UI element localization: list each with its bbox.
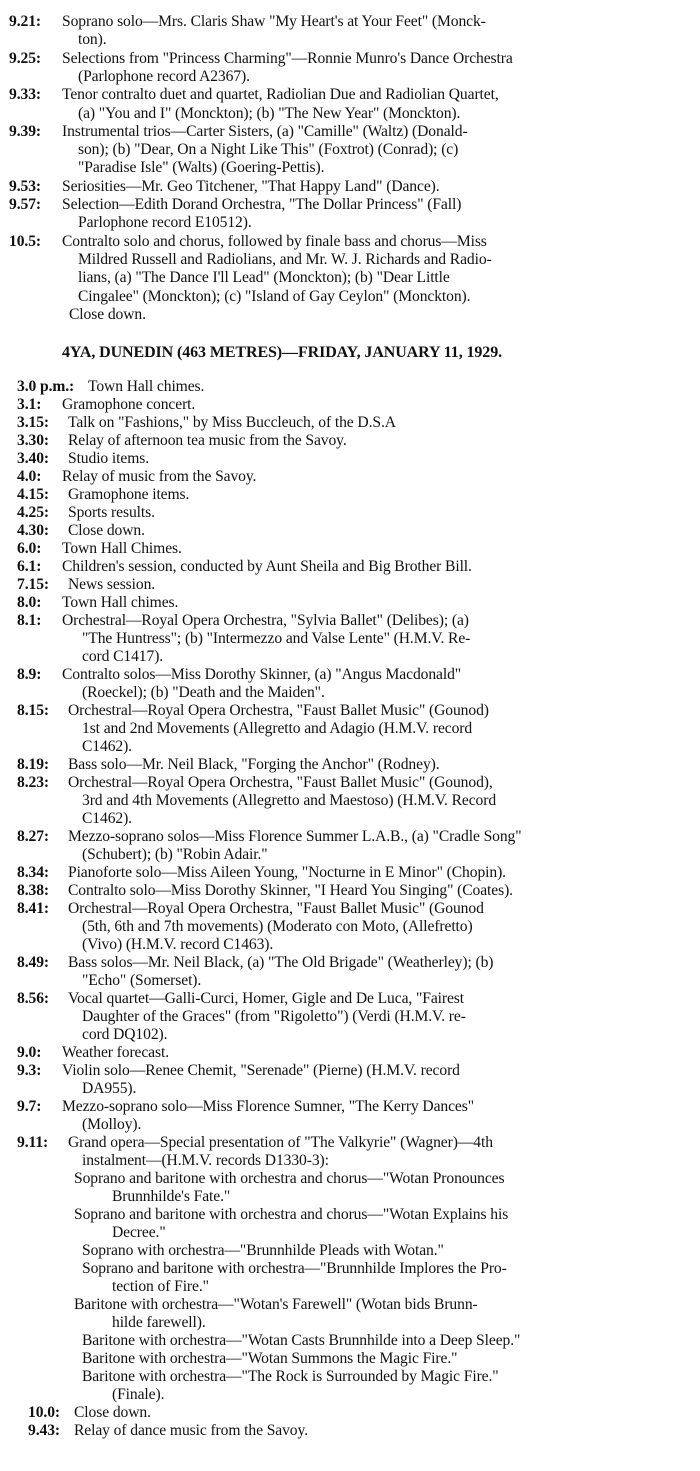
entry-time: 4.0: — [17, 468, 42, 485]
entry-text: Cingalee" (Monckton); (c) "Island of Gay Ceylon" (Monckton). — [78, 287, 471, 305]
entry-time: 9.33: — [9, 86, 41, 104]
entry-text: cord C1417). — [82, 648, 164, 665]
entry-text: Weather forecast. — [62, 1044, 169, 1061]
opera-item: Soprano and baritone with orchestra and chorus—"Wotan Explains his — [74, 1206, 509, 1223]
entry-text: cord DQ102). — [82, 1026, 168, 1043]
entry-text: Studio items. — [68, 450, 150, 467]
entry-time: 8.0: — [17, 594, 42, 611]
entry-text: Town Hall Chimes. — [62, 540, 182, 557]
entry-time: 9.7: — [17, 1098, 42, 1115]
entry-time: 8.38: — [17, 882, 49, 899]
entry-text: Children's session, conducted by Aunt Sheila and Big Brother Bill. — [62, 558, 472, 575]
entry-text: Soprano solo—Mrs. Claris Shaw "My Heart's at Your Feet" (Monck- — [62, 13, 486, 30]
entry-time: 9.43: — [28, 1422, 60, 1439]
entry-text: Town Hall chimes. — [62, 594, 179, 611]
entry-text: Mezzo-soprano solos—Miss Florence Summer L.A.B., (a) "Cradle Song" — [68, 828, 522, 845]
entry-time: 10.5: — [9, 232, 41, 250]
entry-text: Parlophone record E10512). — [78, 214, 252, 232]
entry-time: 9.53: — [9, 177, 41, 195]
entry-time: 8.41: — [17, 900, 49, 917]
entry-time: 8.15: — [17, 702, 49, 719]
entry-text: (a) "You and I" (Monckton); (b) "The New Year" (Monckton). — [78, 104, 461, 122]
entry-time: 7.15: — [17, 576, 49, 593]
entry-text: Contralto solos—Miss Dorothy Skinner, (a) "Angus Macdonald" — [62, 666, 462, 683]
entry-time: 9.11: — [17, 1134, 49, 1151]
entry-text: C1462). — [82, 738, 132, 755]
entry-text: (Roeckel); (b) "Death and the Maiden". — [82, 684, 325, 701]
entry-time: 4.30: — [17, 522, 49, 539]
entry-text: Sports results. — [68, 504, 155, 521]
entry-text: Mezzo-soprano solo—Miss Florence Sumner, "The Kerry Dances" — [62, 1098, 474, 1115]
opera-item: Soprano and baritone with orchestra—"Brunnhilde Implores the Pro- — [82, 1260, 507, 1277]
opera-item: (Finale). — [112, 1386, 165, 1403]
entry-time: 6.1: — [17, 558, 42, 575]
entry-time: 8.1: — [17, 612, 42, 629]
entry-text: Selections from "Princess Charming"—Ronnie Munro's Dance Orchestra — [62, 49, 513, 67]
entry-time: 8.19: — [17, 756, 49, 773]
entry-text: Tenor contralto duet and quartet, Radiolian Due and Radiolian Quartet, — [62, 86, 499, 104]
entry-text: Relay of afternoon tea music from the Savoy. — [68, 432, 347, 449]
entry-time: 3.15: — [17, 414, 49, 431]
entry-text: (Molloy). — [82, 1116, 142, 1133]
entry-text: (Schubert); (b) "Robin Adair." — [82, 846, 268, 863]
entry-text: Instrumental trios—Carter Sisters, (a) "Camille" (Waltz) (Donald- — [62, 122, 468, 140]
entry-text: Orchestral—Royal Opera Orchestra, "Faust Ballet Music" (Gounod — [68, 900, 484, 917]
entry-time: 9.57: — [9, 196, 41, 213]
entry-time: 8.23: — [17, 774, 49, 791]
entry-time: 9.21: — [9, 13, 41, 30]
entry-text: DA955). — [82, 1080, 137, 1097]
entry-text: Gramophone concert. — [62, 396, 196, 413]
entry-time: 3.40: — [17, 450, 49, 467]
entry-text: (Vivo) (H.M.V. record C1463). — [82, 936, 274, 953]
entry-text: News session. — [68, 576, 156, 593]
entry-text: Orchestral—Royal Opera Orchestra, "Faust Ballet Music" (Gounod) — [68, 702, 489, 719]
entry-text: ton). — [78, 31, 107, 49]
entry-time: 8.9: — [17, 666, 42, 683]
entry-time: 8.56: — [17, 990, 49, 1007]
entry-text: Gramophone items. — [68, 486, 190, 503]
entry-text: Relay of music from the Savoy. — [62, 468, 257, 485]
entry-text: Bass solos—Mr. Neil Black, (a) "The Old Brigade" (Weatherley); (b) — [68, 954, 494, 971]
entry-text: Close down. — [68, 522, 145, 539]
entry-text: Close down. — [74, 1404, 151, 1421]
entry-text: (5th, 6th and 7th movements) (Moderato con Moto, (Allefretto) — [82, 918, 473, 935]
opera-item: Brunnhilde's Fate." — [112, 1188, 231, 1205]
entry-text: Grand opera—Special presentation of "The Valkyrie" (Wagner)—4th — [68, 1134, 493, 1151]
entry-text: Contralto solo and chorus, followed by finale bass and chorus—Miss — [62, 232, 487, 250]
entry-text: Contralto solo—Miss Dorothy Skinner, "I Heard You Singing" (Coates). — [68, 882, 513, 899]
entry-text: Town Hall chimes. — [88, 378, 205, 395]
entry-text: Vocal quartet—Galli-Curci, Homer, Gigle and De Luca, "Fairest — [68, 990, 465, 1007]
opera-item: Baritone with orchestra—"The Rock is Surrounded by Magic Fire." — [82, 1368, 499, 1385]
entry-text: Orchestral—Royal Opera Orchestra, "Faust Ballet Music" (Gounod), — [68, 774, 493, 791]
entry-time: 4.25: — [17, 504, 49, 521]
entry-time: 3.30: — [17, 432, 49, 449]
entry-text: Mildred Russell and Radiolians, and Mr. W. J. Richards and Radio- — [78, 250, 492, 268]
entry-text: Bass solo—Mr. Neil Black, "Forging the Anchor" (Rodney). — [68, 756, 440, 773]
entry-time: 6.0: — [17, 540, 42, 557]
entry-time: 8.49: — [17, 954, 49, 971]
entry-text: (Parlophone record A2367). — [78, 67, 250, 85]
opera-item: hilde farewell). — [112, 1314, 206, 1331]
entry-text: Selection—Edith Dorand Orchestra, "The Dollar Princess" (Fall) — [62, 196, 462, 213]
entry-time: 8.34: — [17, 864, 49, 881]
entry-text: instalment—(H.M.V. records D1330-3): — [82, 1152, 329, 1169]
close-down-label: Close down. — [69, 305, 146, 323]
entry-time: 10.0: — [28, 1404, 60, 1421]
entry-text: 1st and 2nd Movements (Allegretto and Adagio (H.M.V. record — [82, 720, 473, 737]
opera-item: Baritone with orchestra—"Wotan's Farewell" (Wotan bids Brunn- — [74, 1296, 478, 1313]
opera-item: tection of Fire." — [112, 1278, 209, 1295]
opera-item: Baritone with orchestra—"Wotan Summons the Magic Fire." — [82, 1350, 458, 1367]
opera-item: Baritone with orchestra—"Wotan Casts Brunnhilde into a Deep Sleep." — [82, 1332, 521, 1349]
entry-text: "Paradise Isle" (Walts) (Goering-Pettis). — [78, 159, 325, 177]
opera-item: Soprano with orchestra—"Brunnhilde Pleads with Wotan." — [82, 1242, 444, 1259]
entry-text: Relay of dance music from the Savoy. — [74, 1422, 308, 1439]
entry-text: Daughter of the Graces" (from "Rigoletto") (Verdi (H.M.V. re- — [82, 1008, 466, 1025]
entry-time: 8.27: — [17, 828, 49, 845]
entry-text: 3rd and 4th Movements (Allegretto and Maestoso) (H.M.V. Record — [82, 792, 497, 809]
opera-item: Soprano and baritone with orchestra and chorus—"Wotan Pronounces — [74, 1170, 505, 1187]
opera-item: Decree." — [112, 1224, 166, 1241]
entry-text: Pianoforte solo—Miss Aileen Young, "Nocturne in E Minor" (Chopin). — [68, 864, 506, 881]
entry-text: son); (b) "Dear, On a Night Like This" (Foxtrot) (Conrad); (c) — [78, 141, 459, 159]
entry-text: Orchestral—Royal Opera Orchestra, "Sylvia Ballet" (Delibes); (a) — [62, 612, 469, 629]
entry-time: 9.25: — [9, 49, 41, 67]
entry-time: 9.3: — [17, 1062, 42, 1079]
entry-time: 9.0: — [17, 1044, 42, 1061]
section-heading: 4YA, DUNEDIN (463 METRES)—FRIDAY, JANUARY 11, 1929. — [62, 344, 503, 361]
entry-text: lians, (a) "The Dance I'll Lead" (Monckton); (b) "Dear Little — [78, 269, 450, 287]
entry-text: Seriosities—Mr. Geo Titchener, "That Happy Land" (Dance). — [62, 177, 440, 195]
entry-time: 4.15: — [17, 486, 49, 503]
entry-time: 3.0 p.m.: — [17, 378, 75, 395]
entry-text: Talk on "Fashions," by Miss Buccleuch, of the D.S.A — [68, 414, 396, 431]
entry-time: 3.1: — [17, 396, 42, 413]
entry-text: C1462). — [82, 810, 132, 827]
entry-text: Violin solo—Renee Chemit, "Serenade" (Pierne) (H.M.V. record — [62, 1062, 460, 1079]
entry-text: "The Huntress"; (b) "Intermezzo and Valse Lente" (H.M.V. Re- — [82, 630, 471, 647]
entry-text: "Echo" (Somerset). — [82, 972, 202, 989]
entry-time: 9.39: — [9, 122, 41, 140]
